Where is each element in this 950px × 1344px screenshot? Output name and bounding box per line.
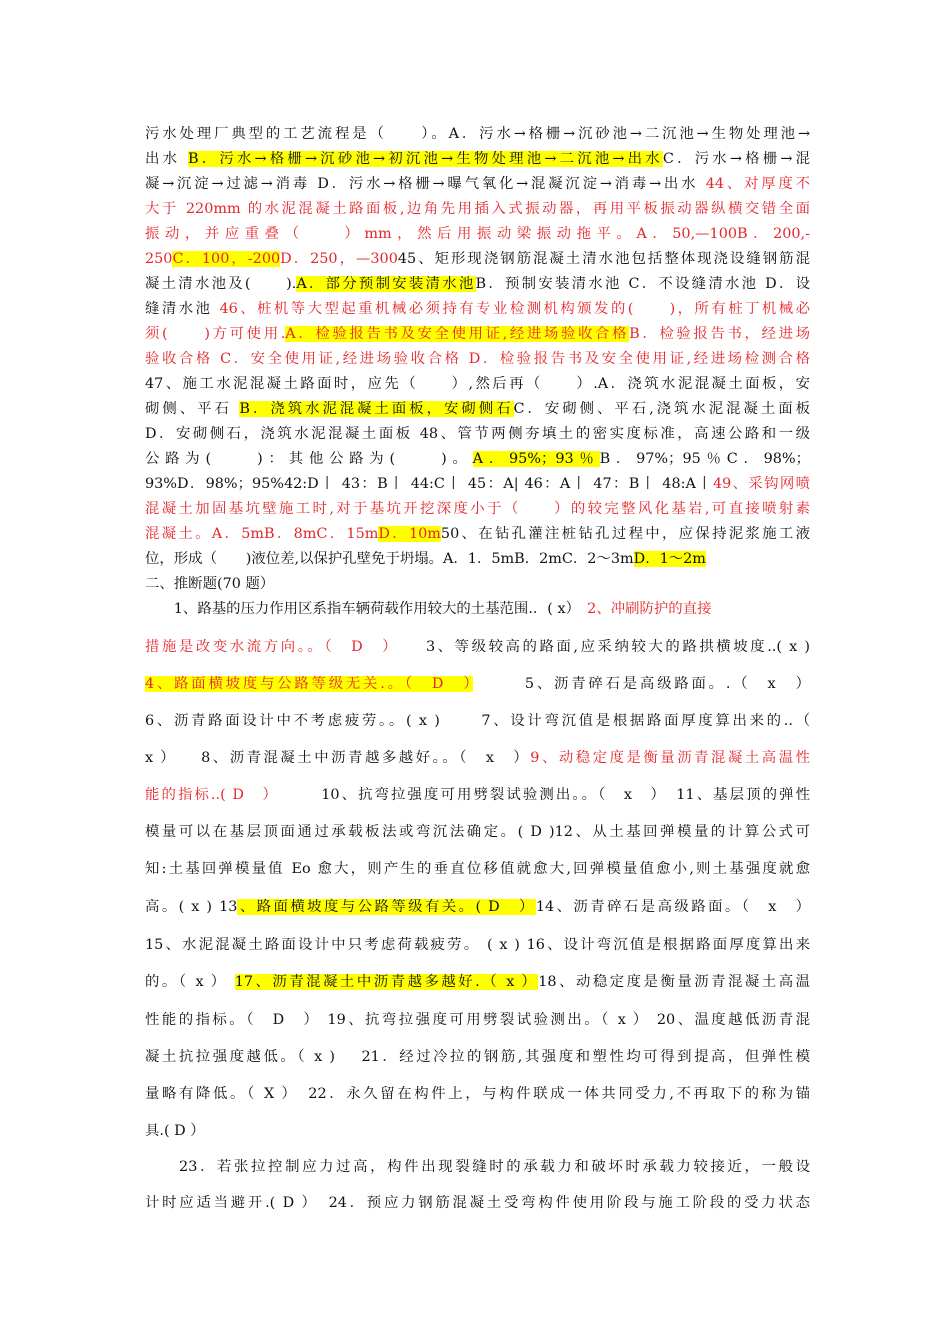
text-segment: 公路为( )：其他公路为( )。 [145, 451, 473, 467]
text-line [145, 711, 810, 731]
text-line [145, 1121, 810, 1141]
red-text: 250 [145, 251, 173, 267]
text-line [145, 674, 810, 694]
text-line [145, 859, 810, 879]
text-segment: 性能的指标。（ D ） 19、抗弯拉强度可用劈裂试验测出。（ x ） 20、温度越低沥青混 [145, 1012, 810, 1028]
text-segment: 45、矩形现浇钢筋混凝土清水池包括整体现浇设缝钢筋混 [397, 251, 810, 267]
text-line [145, 199, 810, 219]
text-line [145, 549, 810, 569]
red-text: 2、冲刷防护的直接 [587, 601, 712, 617]
text-line [145, 785, 810, 805]
text-segment: 砌侧、平石 [145, 401, 240, 417]
highlighted-text: B．污水→格栅→沉砂池→初沉池→生物处理池→二沉池→出水 [187, 151, 663, 167]
text-segment: 93%D．98%；95%42:D丨 43：B丨 44:C丨 45：A| 46：A丨 47：B丨 48:A丨 [145, 476, 713, 492]
text-segment: 10、抗弯拉强度可用劈裂试验测出。。（ x ） 11、基层顶的弹性 [271, 787, 810, 803]
text-line [145, 1084, 810, 1104]
text-segment: 二、推断题(70 题） [145, 576, 275, 592]
text-segment: 具.( D ） [145, 1123, 205, 1139]
text-line [145, 499, 810, 519]
text-segment: 凝→沉淀→过滤→消毒 D．污水→格栅→曝气氧化→混凝沉淀→消毒→出水 [145, 176, 706, 192]
text-segment: C．污水→格栅→混 [662, 151, 810, 167]
text-segment: 47、施工水泥混凝土路面时，应先（ ）,然后再（ ）.A．浇筑水泥混凝土面板，安 [145, 376, 810, 392]
text-segment: 23．若张拉控制应力过高，构件出现裂缝时的承载力和破坏时承载力较接近，一般设 [145, 1159, 810, 1175]
text-line [145, 1157, 810, 1177]
text-segment: 计时应适当避开.( D ） 24．预应力钢筋混凝土受弯构件使用阶段与施工阶段的受力状态 [145, 1195, 810, 1211]
text-line [145, 1010, 810, 1030]
text-line [145, 449, 810, 469]
highlighted-text: C．100，-200 [172, 251, 281, 267]
text-segment: 1、路基的压力作用区系指车辆荷载作用较大的土基范围.．( x） [145, 601, 588, 617]
text-segment: 的。（ x ） [145, 974, 235, 990]
text-line [145, 349, 810, 369]
text-line [145, 149, 810, 169]
highlighted-text: 、路面横坡度与公路等级有关。( D ） [237, 899, 536, 915]
text-line [145, 274, 810, 294]
red-text: 措施是改变水流方向。。（ D ） [145, 639, 393, 655]
text-line [145, 424, 810, 444]
text-segment: B．97%；95％C．98%； [599, 451, 810, 467]
red-text: 振动，并应重叠（ ）mm，然后用振动梁振动拖平。A．50,—100B．200,- [145, 226, 810, 242]
highlighted-text: D．10m [378, 526, 441, 542]
highlighted-text: A．95%；93％ [472, 451, 600, 467]
red-text: 能的指标..( D ） [145, 787, 272, 803]
text-segment: B．预制安装清水池 C．不设缝清水池 D．设 [475, 276, 810, 292]
text-line [145, 249, 810, 269]
text-segment: D．安砌侧石，浇筑水泥混凝土面板 48、管节两侧夯填土的密实度标准，高速公路和一级 [145, 426, 810, 442]
red-text: 大于 220mm 的水泥混凝土路面板,边角先用插入式振动器，再用平板振动器纵横交错全面 [145, 201, 810, 217]
text-line [145, 574, 810, 594]
red-text: 44、对厚度不 [705, 176, 810, 192]
text-line [145, 324, 810, 344]
red-text: B．检验报告书，经进场 [629, 326, 811, 342]
text-segment: 模量可以在基层顶面通过承载板法或弯沉法确定。( D )12、从土基回弹模量的计算公式可 [145, 824, 810, 840]
text-segment: 50、在钻孔灌注桩钻孔过程中，应保持泥浆施工液 [440, 526, 810, 542]
highlighted-text: A．部分预制安装清水池 [296, 276, 476, 292]
text-segment: 凝土清水池及( ). [145, 276, 297, 292]
text-segment: 知:土基回弹模量值 Eo 愈大，则产生的垂直位移值就愈大,回弹模量值愈小,则土基强度就愈 [145, 861, 810, 877]
highlighted-text: B．浇筑水泥混凝土面板，安砌侧石 [239, 401, 514, 417]
highlighted-text: A．检验报告书及安全使用证,经进场验收合格 [285, 326, 630, 342]
red-text: 46、桩机等大型起重机械必须持有专业检测机构颁发的( )，所有桩丁机械必 [219, 301, 811, 317]
text-segment: 高。( x ) 13 [145, 899, 238, 915]
text-segment: 15、水泥混凝土路面设计中只考虑荷载疲劳。 ( x ) 16、设计弯沉值是根据路面厚度算出来 [145, 937, 810, 953]
text-segment: 出水 [145, 151, 188, 167]
text-line [145, 174, 810, 194]
red-text: 须( )方可使用. [145, 326, 286, 342]
text-segment: x ） 8、沥青混凝土中沥青越多越好。。（ x ） [145, 750, 531, 766]
text-segment: 5、沥青碎石是高级路面。.（ x ） [473, 676, 810, 692]
red-text: 9、动稳定度是衡量沥青混凝土高温性 [530, 750, 810, 766]
text-line [145, 637, 810, 657]
red-text: D．250，—300 [280, 251, 398, 267]
text-segment: 量略有降低。（ X ） 22．永久留在构件上，与构件联成一体共同受力,不再取下的称为锚 [145, 1086, 810, 1102]
text-line [145, 822, 810, 842]
text-segment: 缝清水池 [145, 301, 220, 317]
text-line [145, 972, 810, 992]
text-line [145, 1193, 810, 1213]
text-segment: 18、动稳定度是衡量沥青混凝土高温 [538, 974, 810, 990]
text-line [145, 474, 810, 494]
text-line [145, 897, 810, 917]
text-line [145, 299, 810, 319]
text-line [145, 124, 810, 144]
text-line [145, 399, 810, 419]
text-segment: 3、等级较高的路面,应采纳较大的路拱横坡度..( x ) [392, 639, 810, 655]
red-text: 验收合格 C．安全使用证,经进场验收合格 D．检验报告书及安全使用证,经进场检测合格 [145, 351, 810, 367]
highlighted-text: D．1～2m [633, 551, 706, 567]
red-text: 混凝土。A．5mB．8mC．15m [145, 526, 379, 542]
text-line [145, 599, 810, 619]
highlighted-text: 4、路面横坡度与公路等级无关.。（ D ） [145, 676, 474, 692]
text-line [145, 1047, 810, 1067]
text-line [145, 374, 810, 394]
text-line [145, 524, 810, 544]
text-line [145, 224, 810, 244]
text-segment: 位，形成（ )液位差,以保护孔壁免于坍塌。A．1．5mB．2mC．2～3m [145, 551, 634, 567]
text-line [145, 748, 810, 768]
text-segment: 14、沥青碎石是高级路面。（ x ） [535, 899, 811, 915]
text-segment: 6、沥青路面设计中不考虑疲劳。。( x ) 7、设计弯沉值是根据路面厚度算出来的..（ [145, 713, 810, 729]
highlighted-text: 17、沥青混凝土中沥青越多越好.（ x ） [234, 974, 539, 990]
text-segment: 凝土抗拉强度越低。（ x ) 21．经过冷拉的钢筋,其强度和塑性均可得到提高，但弹性模 [145, 1049, 810, 1065]
red-text: 混凝土加固基坑壁施工时,对于基坑开挖深度小于（ ）的较完整风化基岩,可直接喷射素 [145, 501, 810, 517]
text-segment: C．安砌侧、平石,浇筑水泥混凝土面板 [513, 401, 810, 417]
text-segment: 污水处理厂典型的工艺流程是（ ）。A．污水→格栅→沉砂池→二沉池→生物处理池→ [145, 126, 810, 142]
red-text: 49、采钩网喷 [712, 476, 810, 492]
text-line [145, 935, 810, 955]
